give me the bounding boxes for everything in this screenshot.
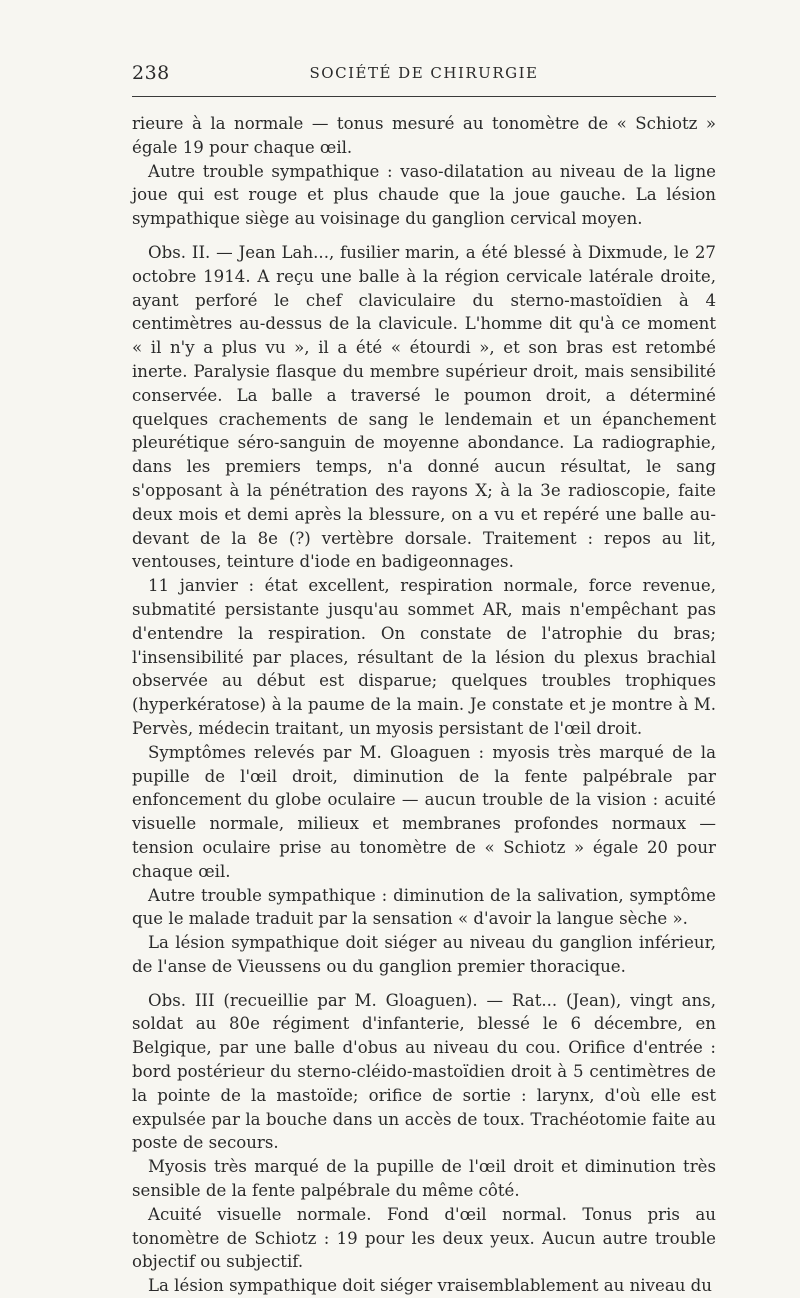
running-title: SOCIÉTÉ DE CHIRURGIE <box>309 64 539 82</box>
paragraph-continuation: rieure à la normale — tonus mesuré au tonomètre de « Schiotz » égale 19 pour chaque œil. <box>132 114 716 157</box>
page-header <box>132 62 716 88</box>
header-rule <box>132 96 716 97</box>
paragraph-sympathetic-trouble-1: Autre trouble sympathique : vaso-dilatation au niveau de la ligne joue qui est rouge et plus chaude que la joue gauche. La lésion sympathique siège au voisinage du ganglion cervical moyen. <box>132 161 716 229</box>
paragraph-lesion-site-3: La lésion sympathique doit siéger vraisemblablement au niveau du <box>148 1276 712 1296</box>
paragraph-obs-ii: Obs. II. — Jean Lah..., fusilier marin, a été blessé à Dixmude, le 27 octobre 1914. A reçu une balle à la région cervicale latérale droite, ayant perforé le chef claviculaire du sterno-mastoïdien à 4 centimètres au-dessus de la clavicule. L'homme dit qu'à ce moment « il n'y a plus vu », il a été « étourdi », et son bras est retombé inerte. Paralysie flasque du membre supérieur droit, mais sensibilité conservée. La balle a traversé le poumon droit, a déterminé quelques crachements de sang le lendemain et un épanchement pleurétique séro-sanguin de moyenne abondance. La radiographie, dans les premiers temps, n'a donné aucun résultat, le sang s'opposant à la pénétration des rayons X; à la 3e radioscopie, faite deux mois et demi après la blessure, on a vu et repéré une balle au-devant de la 8e (?) vertèbre dorsale. Traitement : repos au lit, ventouses, teinture d'iode en badigeonnages. <box>132 242 716 572</box>
page-number: 238 <box>132 62 170 84</box>
paragraph-symptoms-gloaguen: Symptômes relevés par M. Gloaguen : myosis très marqué de la pupille de l'œil droit, diminution de la fente palpébrale par enfoncement du globe oculaire — aucun trouble de la vision : acuité visuelle normale, milieux et membranes profondes normaux — tension oculaire prise au tonomètre de « Schiotz » égale 20 pour chaque œil. <box>132 742 716 881</box>
paragraph-sympathetic-trouble-2: Autre trouble sympathique : diminution de la salivation, symptôme que le malade traduit par la sensation « d'avoir la langue sèche ». <box>132 885 716 929</box>
body-text <box>132 112 716 1298</box>
paragraph-myosis: Myosis très marqué de la pupille de l'œil droit et diminution très sensible de la fente palpébrale du même côté. <box>132 1157 716 1201</box>
paragraph-visual-acuity: Acuité visuelle normale. Fond d'œil normal. Tonus pris au tonomètre de Schiotz : 19 pour les deux yeux. Aucun autre trouble objectif ou subjectif. <box>132 1204 716 1272</box>
paragraph-january-status: 11 janvier : état excellent, respiration normale, force revenue, submatité persistante jusqu'au sommet AR, mais n'empêchant pas d'entendre la respiration. On constate de l'atrophie du bras; l'insensibilité par places, résultant de la lésion du plexus brachial observée au début est disparue; quelques troubles trophiques (hyperkératose) à la paume de la main. Je constate et je montre à M. Pervès, médecin traitant, un myosis persistant de l'œil droit. <box>132 576 716 738</box>
paragraph-obs-iii: Obs. III (recueillie par M. Gloaguen). — Rat... (Jean), vingt ans, soldat au 80e régiment d'infanterie, blessé le 6 décembre, en Belgique, par une balle d'obus au niveau du cou. Orifice d'entrée : bord postérieur du sterno-cléido-mastoïdien droit à 5 centimètres de la pointe de la mastoïde; orifice de sortie : larynx, d'où elle est expulsée par la bouche dans un accès de toux. Trachéotomie faite au poste de secours. <box>132 990 716 1153</box>
paragraph-lesion-site-2: La lésion sympathique doit siéger au niveau du ganglion inférieur, de l'anse de Vieussens ou du ganglion premier thoracique. <box>132 933 716 976</box>
